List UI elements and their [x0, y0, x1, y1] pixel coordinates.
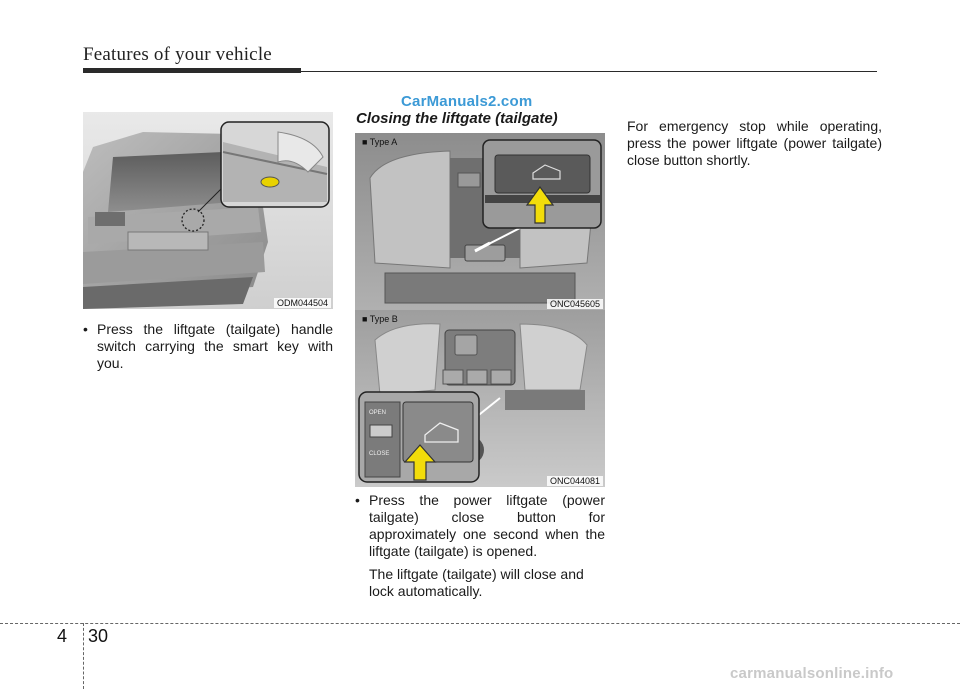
figure-code: ODM044504 — [274, 298, 331, 308]
bullet-dot: • — [355, 492, 360, 508]
bullet-text: Press the power liftgate (power tailgate) close button for approximately one second when the liftgate (tailgate) is opened. — [369, 492, 605, 559]
figure-code: ONC044081 — [547, 476, 603, 486]
watermark-bottom[interactable]: carmanualsonline.info — [730, 665, 894, 682]
overhead-console-type-a-illustration — [355, 133, 605, 310]
open-label: OPEN — [369, 410, 387, 416]
header-rule-thick — [83, 68, 301, 73]
type-b-label: ■ Type B — [362, 314, 398, 324]
footer-vertical-divider — [83, 623, 84, 689]
figure-type-b — [355, 310, 605, 487]
chapter-number: 4 — [57, 626, 68, 646]
note-text: The liftgate (tailgate) will close and lock automatically. — [369, 566, 584, 599]
page-header-title: Features of your vehicle — [83, 44, 272, 65]
middle-column-text — [355, 492, 605, 600]
overhead-console-type-b-illustration — [355, 310, 605, 487]
footer-divider — [0, 623, 960, 624]
figure-type-a — [355, 133, 605, 310]
page-number: 30 — [88, 626, 109, 646]
bullet-dot: • — [83, 321, 88, 337]
section-heading: Closing the liftgate (tailgate) — [356, 110, 558, 127]
watermark-top[interactable]: CarManuals2.com — [401, 93, 533, 110]
figure-liftgate-handle — [83, 112, 333, 309]
header-rule-thin — [301, 71, 877, 72]
right-column-text: For emergency stop while operating, press the power liftgate (power tailgate) close button shortly. — [627, 118, 882, 168]
list-item — [83, 321, 333, 372]
bullet-text: Press the liftgate (tailgate) handle switch carrying the smart key with you. — [97, 321, 333, 371]
figure-code: ONC045605 — [547, 299, 603, 309]
liftgate-handle-illustration — [83, 112, 333, 309]
type-a-label: ■ Type A — [362, 137, 398, 147]
left-column-text — [83, 321, 333, 372]
close-label: CLOSE — [369, 451, 390, 457]
list-item — [355, 492, 605, 560]
